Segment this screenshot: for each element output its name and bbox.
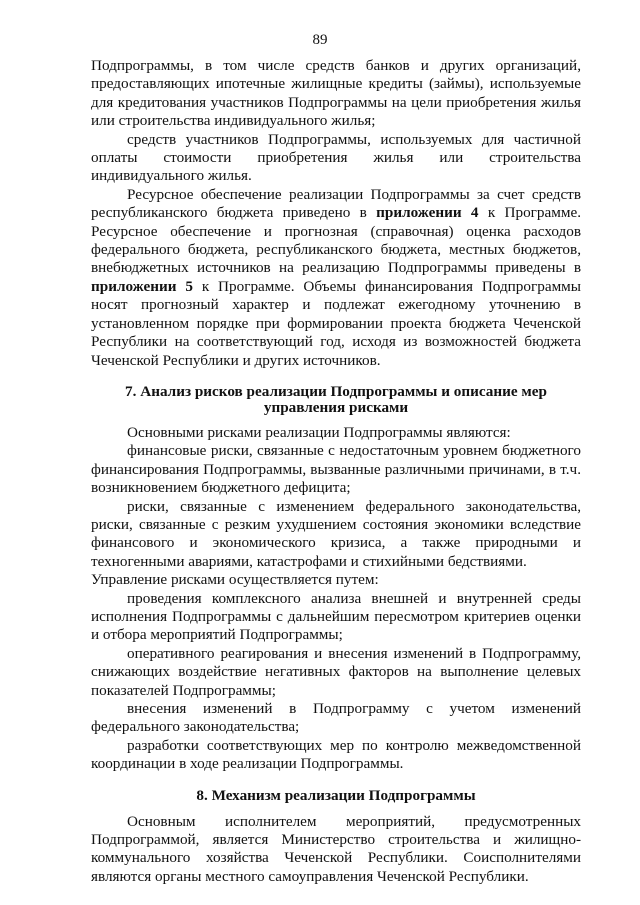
paragraph-coordination: разработки соответствующих мер по контролю межведомственной координации в ходе реализации Подпрограммы.	[91, 736, 581, 773]
paragraph-risk-management: Управление рисками осуществляется путем:	[91, 571, 379, 589]
paragraph-intro-3	[91, 186, 581, 370]
paragraph-intro-2: средств участников Подпрограммы, используемых для частичной оплаты стоимости приобретения жилья или строительства индивидуального жилья.	[91, 130, 581, 185]
document-body	[91, 57, 581, 886]
paragraph-operational-response: оперативного реагирования и внесения изменений в Подпрограмму, снижающих воздействие негативных факторов на выполнение целевых показателей Подпрограммы;	[91, 644, 581, 699]
page-number: 89	[312, 32, 328, 48]
paragraph-implementation: Основным исполнителем мероприятий, предусмотренных Подпрограммой, является Министерство строительства и жилищно-коммунального хозяйства Чеченской Республики. Соисполнителями являются органы местного самоуправления Чеченской Республики.	[91, 812, 581, 885]
heading-line: управления рисками	[263, 398, 409, 416]
paragraph-intro-1: Подпрограммы, в том числе средств банков и других организаций, предоставляющих ипотечные жилищные кредиты (займы), используемые для кредитования участников Подпрограммы на цели приобретения жилья или строительства индивидуального жилья;	[91, 57, 581, 130]
paragraph-analysis: проведения комплексного анализа внешней и внутренней среды исполнения Подпрограммы с дальнейшим пересмотром критериев оценки и отбора мероприятий Подпрограммы;	[91, 589, 581, 644]
section-7-heading	[91, 384, 581, 416]
paragraph-risks-intro: Основными рисками реализации Подпрограммы являются:	[127, 423, 511, 441]
paragraph-financial-risks: финансовые риски, связанные с недостаточным уровнем бюджетного финансирования Подпрограммы, вызванные различными причинами, в т.ч. возникновением бюджетного дефицита;	[91, 442, 581, 497]
bold-reference-appendix-4: приложении 4	[376, 204, 479, 222]
paragraph-legislation-changes: внесения изменений в Подпрограмму с учетом изменений федерального законодательства;	[91, 700, 581, 736]
text-segment: к Программе. Ресурсное обеспечение и прогнозная (справочная) оценка расходов федерального бюджета, республиканского бюджета, местных бюджетов, внебюджетных источников на реализацию Подпрограммы приведены в	[91, 204, 581, 277]
text-segment: Ресурсное обеспечение реализации Подпрограммы за счет средств республиканского бюджета приведено в	[91, 185, 581, 222]
text-segment: к Программе. Объемы финансирования Подпрограммы носят прогнозный характер и подлежат ежегодному уточнению в установленном порядке при формировании проекта бюджета Чеченской Республики на соответствующий год, исходя из возможностей бюджета Чеченской Республики и других источников.	[91, 277, 581, 369]
section-8-heading: 8. Механизм реализации Подпрограммы	[196, 786, 476, 804]
heading-line: 7. Анализ рисков реализации Подпрограммы и описание мер	[125, 382, 547, 400]
paragraph-legal-economic-risks: риски, связанные с изменением федерального законодательства, риски, связанные с резким ухудшением состояния экономики вследствие финансового и экономического кризиса, а также природными и техногенными авариями, катастрофами и стихийными бедствиями.	[91, 497, 581, 570]
bold-reference-appendix-5: приложении 5	[91, 277, 193, 295]
